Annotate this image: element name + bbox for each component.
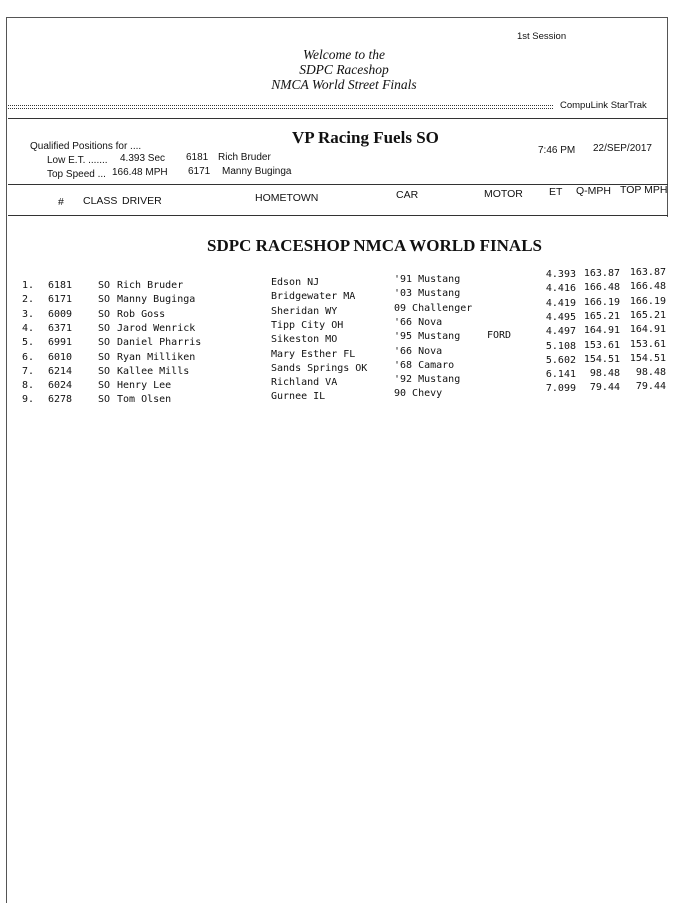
row-position: 5.: [22, 337, 35, 349]
col-hometown: HOMETOWN: [255, 192, 319, 204]
col-motor: MOTOR: [484, 188, 523, 200]
welcome-block: [0, 47, 688, 92]
row-car-number: 6171: [48, 294, 73, 306]
row-position: 8.: [22, 380, 35, 392]
row-position: 4.: [22, 322, 35, 334]
top-speed-driver: Manny Buginga: [222, 166, 292, 177]
row-qmph: 163.87: [583, 268, 620, 279]
row-car-number: 6991: [48, 337, 73, 349]
class-title: VP Racing Fuels SO: [292, 128, 439, 147]
row-top-mph: 166.48: [629, 281, 666, 293]
row-class: SO: [98, 294, 111, 306]
row-hometown: Gurnee IL: [271, 391, 326, 403]
row-driver: Jarod Wenrick: [117, 322, 196, 334]
session-label: 1st Session: [517, 31, 567, 42]
row-car-number: 6278: [48, 394, 73, 406]
row-motor: FORD: [487, 330, 512, 342]
row-driver: Rob Goss: [117, 308, 166, 320]
row-qmph: 153.61: [583, 339, 620, 351]
row-top-mph: 166.19: [629, 295, 666, 307]
col-topmph: TOP MPH: [620, 184, 668, 196]
row-position: 9.: [22, 394, 35, 406]
col-class: CLASS: [83, 195, 118, 207]
col-car: CAR: [396, 189, 419, 201]
frame-top-border: [6, 17, 668, 18]
row-class: SO: [98, 380, 111, 392]
row-et: 6.141: [545, 369, 576, 381]
row-class: SO: [98, 351, 111, 363]
row-top-mph: 98.48: [635, 367, 666, 379]
row-hometown: Sands Springs OK: [271, 362, 368, 374]
row-position: 6.: [22, 351, 35, 363]
row-car: 90 Chevy: [394, 388, 443, 400]
row-top-mph: 164.91: [629, 324, 666, 336]
row-driver: Manny Buginga: [117, 294, 196, 306]
row-top-mph: 163.87: [629, 267, 666, 278]
row-class: SO: [98, 337, 111, 349]
row-driver: Kallee Mills: [117, 365, 190, 377]
top-speed-value: 166.48 MPH: [112, 167, 168, 178]
row-hometown: Bridgewater MA: [271, 291, 356, 303]
row-class: SO: [98, 365, 111, 377]
welcome-line-3: NMCA World Street Finals: [271, 77, 417, 92]
system-label: CompuLink StarTrak: [560, 100, 647, 111]
row-et: 4.419: [545, 297, 576, 309]
row-driver: Rich Bruder: [117, 280, 184, 291]
top-speed-label: Top Speed ...: [47, 169, 106, 180]
row-top-mph: 154.51: [629, 352, 666, 364]
divider-line: [8, 118, 668, 119]
row-car-number: 6024: [48, 380, 73, 392]
col-et: ET: [549, 186, 563, 198]
top-speed-car: 6171: [188, 166, 211, 177]
row-car: '95 Mustang: [394, 331, 461, 343]
row-car: '66 Nova: [394, 345, 443, 357]
row-car-number: 6010: [48, 351, 73, 363]
run-time: 7:46 PM: [538, 145, 576, 156]
row-position: 2.: [22, 294, 35, 306]
row-car-number: 6181: [48, 280, 73, 291]
row-et: 4.495: [545, 311, 576, 323]
row-hometown: Edson NJ: [271, 277, 320, 288]
row-driver: Tom Olsen: [117, 394, 172, 406]
header-top-line: [8, 184, 668, 185]
row-car-number: 6009: [48, 308, 73, 320]
low-et-value: 4.393 Sec: [120, 153, 166, 164]
dotted-divider: [8, 105, 553, 110]
event-title: SDPC RACESHOP NMCA WORLD FINALS: [207, 236, 543, 255]
row-et: 5.602: [545, 354, 576, 366]
row-car: '91 Mustang: [394, 274, 461, 285]
row-top-mph: 153.61: [629, 338, 666, 350]
col-num: #: [58, 196, 64, 208]
row-class: SO: [98, 308, 111, 320]
row-class: SO: [98, 280, 111, 291]
col-driver: DRIVER: [122, 195, 162, 207]
row-car-number: 6214: [48, 365, 73, 377]
col-qmph: Q-MPH: [576, 185, 611, 197]
low-et-label: Low E.T. .......: [47, 155, 108, 166]
row-car-number: 6371: [48, 322, 73, 334]
row-qmph: 154.51: [583, 353, 620, 365]
row-et: 7.099: [545, 383, 576, 395]
frame-left-border: [6, 17, 7, 903]
header-bottom-line: [8, 215, 668, 216]
row-car: '68 Camaro: [394, 359, 455, 371]
row-qmph: 165.21: [583, 310, 620, 322]
row-et: 5.108: [545, 340, 576, 352]
row-car: '66 Nova: [394, 316, 443, 328]
row-driver: Daniel Pharris: [117, 337, 202, 349]
low-et-car: 6181: [186, 152, 209, 163]
qualified-label: Qualified Positions for ....: [30, 141, 142, 152]
row-hometown: Tipp City OH: [271, 319, 344, 331]
row-qmph: 98.48: [589, 368, 620, 380]
row-hometown: Sheridan WY: [271, 305, 338, 317]
welcome-line-2: SDPC Raceshop: [299, 62, 389, 77]
row-car: 09 Challenger: [394, 302, 473, 314]
row-top-mph: 79.44: [635, 381, 666, 393]
run-date: 22/SEP/2017: [593, 143, 652, 154]
row-position: 1.: [22, 280, 35, 291]
row-hometown: Mary Esther FL: [271, 348, 356, 360]
row-car: '03 Mustang: [394, 288, 461, 300]
row-hometown: Sikeston MO: [271, 334, 338, 346]
row-hometown: Richland VA: [271, 377, 338, 389]
row-driver: Ryan Milliken: [117, 351, 196, 363]
row-position: 3.: [22, 308, 35, 320]
row-qmph: 166.19: [583, 296, 620, 308]
row-top-mph: 165.21: [629, 309, 666, 321]
row-qmph: 79.44: [589, 382, 620, 394]
row-class: SO: [98, 322, 111, 334]
low-et-driver: Rich Bruder: [218, 152, 271, 163]
row-et: 4.497: [545, 326, 576, 338]
row-class: SO: [98, 394, 111, 406]
row-et: 4.416: [545, 283, 576, 295]
row-position: 7.: [22, 365, 35, 377]
welcome-line-1: Welcome to the: [303, 47, 385, 62]
row-qmph: 164.91: [583, 325, 620, 337]
row-qmph: 166.48: [583, 282, 620, 294]
row-car: '92 Mustang: [394, 374, 461, 386]
row-driver: Henry Lee: [117, 380, 172, 392]
row-et: 4.393: [545, 269, 576, 280]
